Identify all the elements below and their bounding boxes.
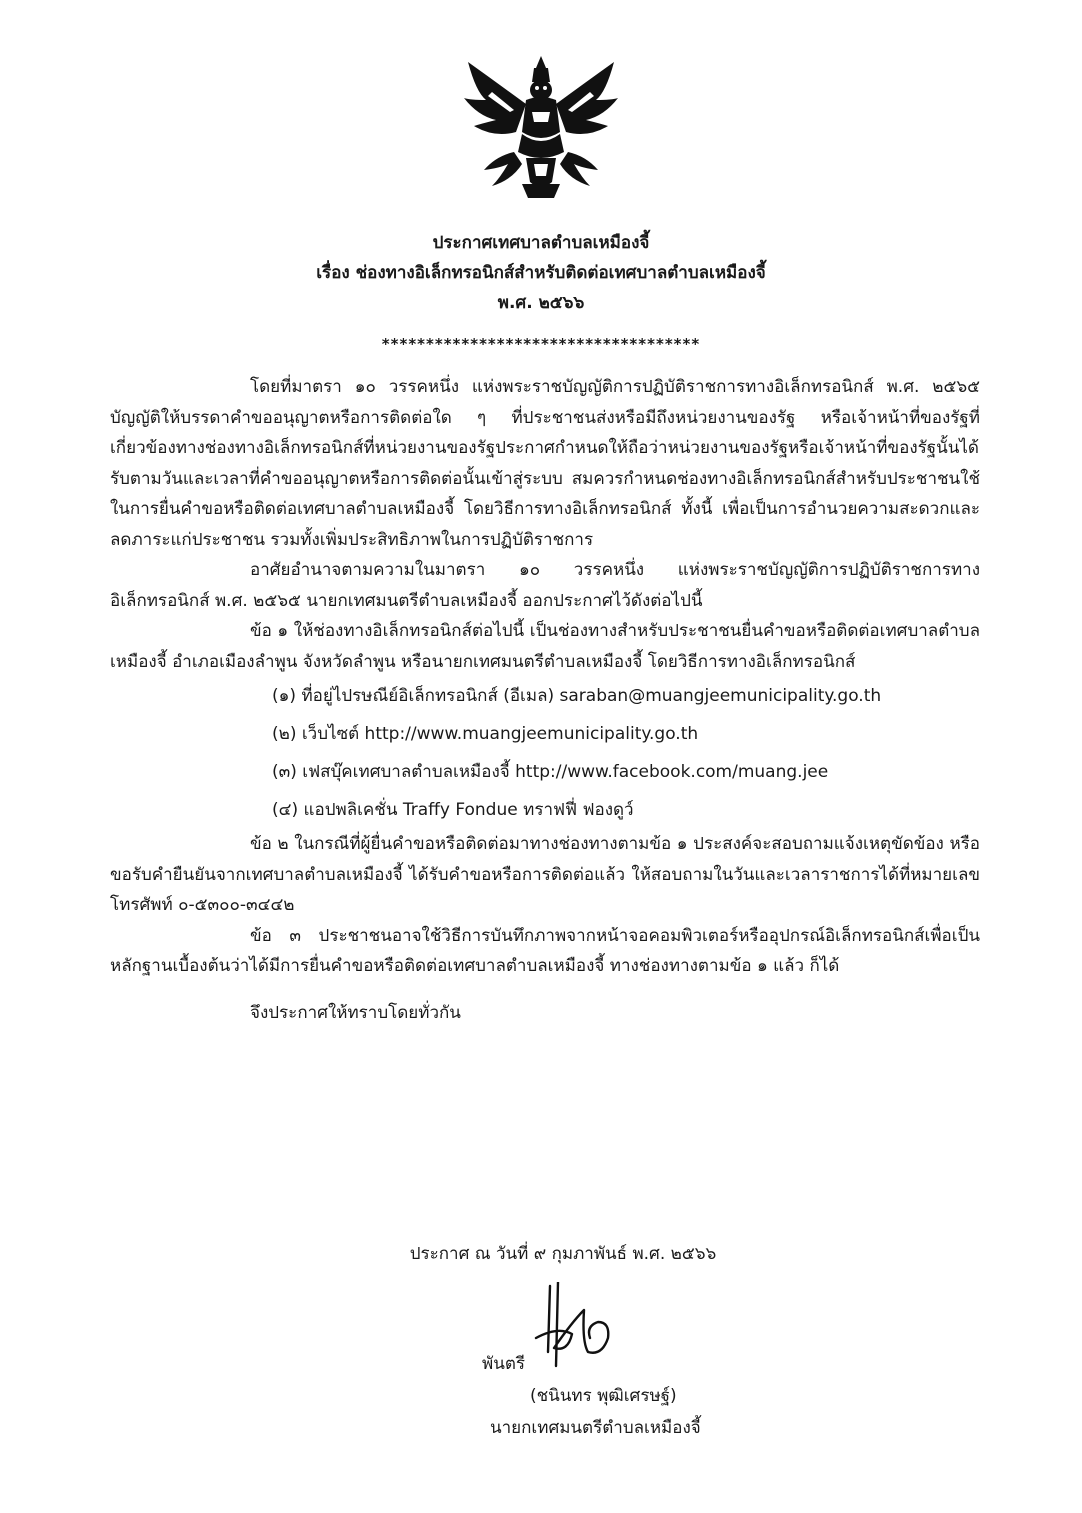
signer-rank: พันตรี	[482, 1354, 525, 1374]
clause-1: ข้อ ๑ ให้ช่องทางอิเล็กทรอนิกส์ต่อไปนี้ เป็นช่องทางสำหรับประชาชนยื่นคำขอหรือติดต่อเทศบาลตำบลเหมืองจี้ อำเภอเมืองลำพูน จังหวัดลำพูน หรือนายกเทศมนตรีตำบลเหมืองจี้ โดยวิธีการทางอิเล็กทรอนิกส์	[110, 621, 980, 672]
channel-facebook: (๓) เฟสบุ๊คเทศบาลตำบลเหมืองจี้ http://www.facebook.com/muang.jee	[272, 762, 829, 782]
document-year: พ.ศ. ๒๕๖๖	[497, 293, 585, 313]
document-body	[110, 372, 980, 1028]
document-title: ประกาศเทศบาลตำบลเหมืองจี้	[432, 233, 650, 253]
document-subject: เรื่อง ช่องทางอิเล็กทรอนิกส์สำหรับติดต่อเทศบาลตำบลเหมืองจี้	[316, 263, 766, 283]
channel-traffy-fondue: (๔) แอปพลิเคชั่น Traffy Fondue ทราฟฟี่ ฟองดูว์	[272, 800, 634, 820]
closing-statement: จึงประกาศให้ทราบโดยทั่วกัน	[250, 1002, 461, 1023]
channel-website: (๒) เว็บไซต์ http://www.muangjeemunicipality.go.th	[272, 724, 699, 744]
paragraph-authority: อาศัยอำนาจตามความในมาตรา ๑๐ วรรคหนึ่ง แห่งพระราชบัญญัติการปฏิบัติราชการทางอิเล็กทรอนิกส์ พ.ศ. ๒๕๖๕ นายกเทศมนตรีตำบลเหมืองจี้ ออกประกาศไว้ดังต่อไปนี้	[110, 560, 980, 611]
channel-list	[110, 677, 980, 829]
signature-icon	[528, 1282, 614, 1376]
separator-line: ************************************	[381, 335, 701, 353]
clause-3: ข้อ ๓ ประชาชนอาจใช้วิธีการบันทึกภาพจากหน้าจอคอมพิวเตอร์หรืออุปกรณ์อิเล็กทรอนิกส์เพื่อเป็นหลักฐานเบื้องต้นว่าได้มีการยื่นคำขอหรือติดต่อเทศบาลตำบลเหมืองจี้ ทางช่องทางตามข้อ ๑ แล้ว ก็ได้	[110, 925, 980, 976]
channel-email: (๑) ที่อยู่ไปรษณีย์อิเล็กทรอนิกส์ (อีเมล) saraban@muangjeemunicipality.go.th	[272, 686, 882, 706]
signer-name: (ชนินทร พุฒิเศรษฐ์)	[530, 1386, 677, 1406]
signer-position: นายกเทศมนตรีตำบลเหมืองจี้	[490, 1418, 701, 1438]
clause-2: ข้อ ๒ ในกรณีที่ผู้ยื่นคำขอหรือติดต่อมาทางช่องทางตามข้อ ๑ ประสงค์จะสอบถามแจ้งเหตุขัดข้อง หรือขอรับคำยืนยันจากเทศบาลตำบลเหมืองจี้ ได้รับคำขอหรือการติดต่อแล้ว ให้สอบถามในวันและเวลาราชการได้ที่หมายเลขโทรศัพท์ ๐-๕๓๐๐-๓๔๔๒	[110, 834, 980, 915]
announcement-date: ประกาศ ณ วันที่ ๙ กุมภาพันธ์ พ.ศ. ๒๕๖๖	[409, 1244, 717, 1264]
garuda-emblem-icon	[456, 52, 626, 202]
paragraph-preamble: โดยที่มาตรา ๑๐ วรรคหนึ่ง แห่งพระราชบัญญัติการปฏิบัติราชการทางอิเล็กทรอนิกส์ พ.ศ. ๒๕๖๕ บัญญัติให้บรรดาคำขออนุญาตหรือการติดต่อใด ๆ ที่ประชาชนส่งหรือมีถึงหน่วยงานของรัฐ หรือเจ้าหน้าที่ของรัฐที่เกี่ยวข้องทางช่องทางอิเล็กทรอนิกส์ที่หน่วยงานของรัฐประกาศกำหนดให้ถือว่าหน่วยงานของรัฐหรือเจ้าหน้าที่ของรัฐนั้นได้รับตามวันและเวลาที่คำขออนุญาตหรือการติดต่อนั้นเข้าสู่ระบบ สมควรกำหนดช่องทางอิเล็กทรอนิกส์สำหรับประชาชนใช้ในการยื่นคำขอหรือติดต่อเทศบาลตำบลเหมืองจี้ โดยวิธีการทางอิเล็กทรอนิกส์ ทั้งนี้ เพื่อเป็นการอำนวยความสะดวกและลดภาระแก่ประชาชน รวมทั้งเพิ่มประสิทธิภาพในการปฏิบัติราชการ	[110, 377, 980, 550]
document-header	[0, 228, 1082, 318]
